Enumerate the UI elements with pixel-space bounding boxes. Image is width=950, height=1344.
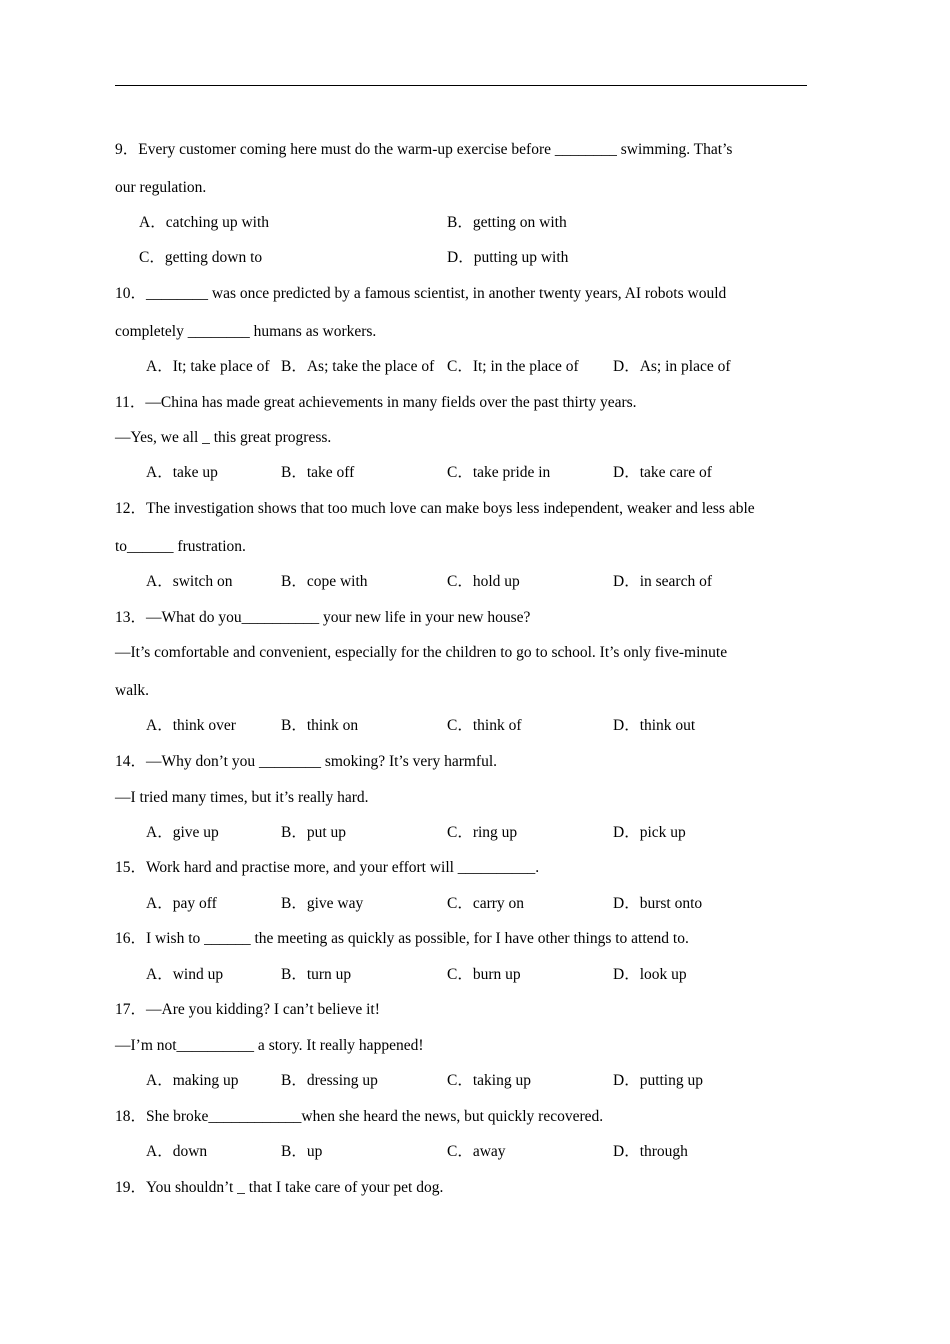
question-16-option-a[interactable]: A．wind up <box>146 966 224 983</box>
question-9-option-b[interactable]: B．getting on with <box>447 214 567 231</box>
question-12-option-c[interactable]: C．hold up <box>447 573 520 590</box>
question-14-option-a[interactable]: A．give up <box>146 824 219 841</box>
question-15-option-a[interactable]: A．pay off <box>146 895 217 912</box>
question-10-line-1: 10．________ was once predicted by a famous scientist, in another twenty years, AI robots would <box>115 285 727 302</box>
question-9-option-a[interactable]: A．catching up with <box>139 214 270 231</box>
question-14-option-c[interactable]: C．ring up <box>447 824 518 841</box>
question-13-option-c[interactable]: C．think of <box>447 717 522 734</box>
header-rule <box>115 85 807 86</box>
question-12-option-b[interactable]: B．cope with <box>281 573 368 590</box>
question-18-option-c[interactable]: C．away <box>447 1143 506 1160</box>
question-9-option-c[interactable]: C．getting down to <box>139 249 263 266</box>
question-9-line-2: our regulation. <box>115 179 207 196</box>
question-15-option-b[interactable]: B．give way <box>281 895 364 912</box>
question-16-option-c[interactable]: C．burn up <box>447 966 521 983</box>
question-12-line-2: to______ frustration. <box>115 538 246 555</box>
question-17-option-c[interactable]: C．taking up <box>447 1072 531 1089</box>
question-16-option-b[interactable]: B．turn up <box>281 966 352 983</box>
question-13-line-1: 13．—What do you__________ your new life in your new house? <box>115 609 531 626</box>
question-19-line-1: 19．You shouldn’t _ that I take care of your pet dog. <box>115 1179 444 1196</box>
question-10-option-a[interactable]: A．It; take place of <box>146 358 270 375</box>
question-13-option-d[interactable]: D．think out <box>613 717 696 734</box>
question-18-line-1: 18．She broke____________when she heard the news, but quickly recovered. <box>115 1108 604 1125</box>
question-14-option-b[interactable]: B．put up <box>281 824 347 841</box>
question-16-option-d[interactable]: D．look up <box>613 966 687 983</box>
question-11-option-d[interactable]: D．take care of <box>613 464 712 481</box>
question-17-option-a[interactable]: A．making up <box>146 1072 239 1089</box>
question-10-line-2: completely ________ humans as workers. <box>115 323 377 340</box>
question-18-option-d[interactable]: D．through <box>613 1143 688 1160</box>
question-15-option-c[interactable]: C．carry on <box>447 895 525 912</box>
question-11-line-2: —Yes, we all _ this great progress. <box>115 429 332 446</box>
question-12-option-a[interactable]: A．switch on <box>146 573 233 590</box>
question-9-option-d[interactable]: D．putting up with <box>447 249 569 266</box>
question-17-line-1: 17．—Are you kidding? I can’t believe it! <box>115 1001 380 1018</box>
question-14-line-2: —I tried many times, but it’s really hard. <box>115 789 369 806</box>
question-13-option-b[interactable]: B．think on <box>281 717 359 734</box>
question-10-option-c[interactable]: C．It; in the place of <box>447 358 579 375</box>
question-11-option-c[interactable]: C．take pride in <box>447 464 551 481</box>
question-16-line-1: 16．I wish to ______ the meeting as quickly as possible, for I have other things to attend to. <box>115 930 689 947</box>
question-15-option-d[interactable]: D．burst onto <box>613 895 703 912</box>
question-11-option-a[interactable]: A．take up <box>146 464 218 481</box>
question-12-option-d[interactable]: D．in search of <box>613 573 712 590</box>
question-12-line-1: 12．The investigation shows that too much love can make boys less independent, weaker and less able <box>115 500 755 517</box>
question-15-line-1: 15．Work hard and practise more, and your effort will __________. <box>115 859 540 876</box>
question-10-option-d[interactable]: D．As; in place of <box>613 358 731 375</box>
question-11-option-b[interactable]: B．take off <box>281 464 355 481</box>
question-17-option-d[interactable]: D．putting up <box>613 1072 703 1089</box>
question-18-option-b[interactable]: B．up <box>281 1143 323 1160</box>
question-9-line-1: 9．Every customer coming here must do the warm-up exercise before ________ swimming. That’s <box>115 141 733 158</box>
question-13-line-3: walk. <box>115 682 150 699</box>
question-14-line-1: 14．—Why don’t you ________ smoking? It’s very harmful. <box>115 753 498 770</box>
question-17-line-2: —I’m not__________ a story. It really happened! <box>115 1037 424 1054</box>
question-18-option-a[interactable]: A．down <box>146 1143 208 1160</box>
question-10-option-b[interactable]: B．As; take the place of <box>281 358 435 375</box>
question-13-line-2: —It’s comfortable and convenient, especially for the children to go to school. It’s only five-minute <box>115 644 728 661</box>
question-13-option-a[interactable]: A．think over <box>146 717 236 734</box>
question-11-line-1: 11．—China has made great achievements in many fields over the past thirty years. <box>115 394 637 411</box>
question-17-option-b[interactable]: B．dressing up <box>281 1072 378 1089</box>
question-14-option-d[interactable]: D．pick up <box>613 824 686 841</box>
